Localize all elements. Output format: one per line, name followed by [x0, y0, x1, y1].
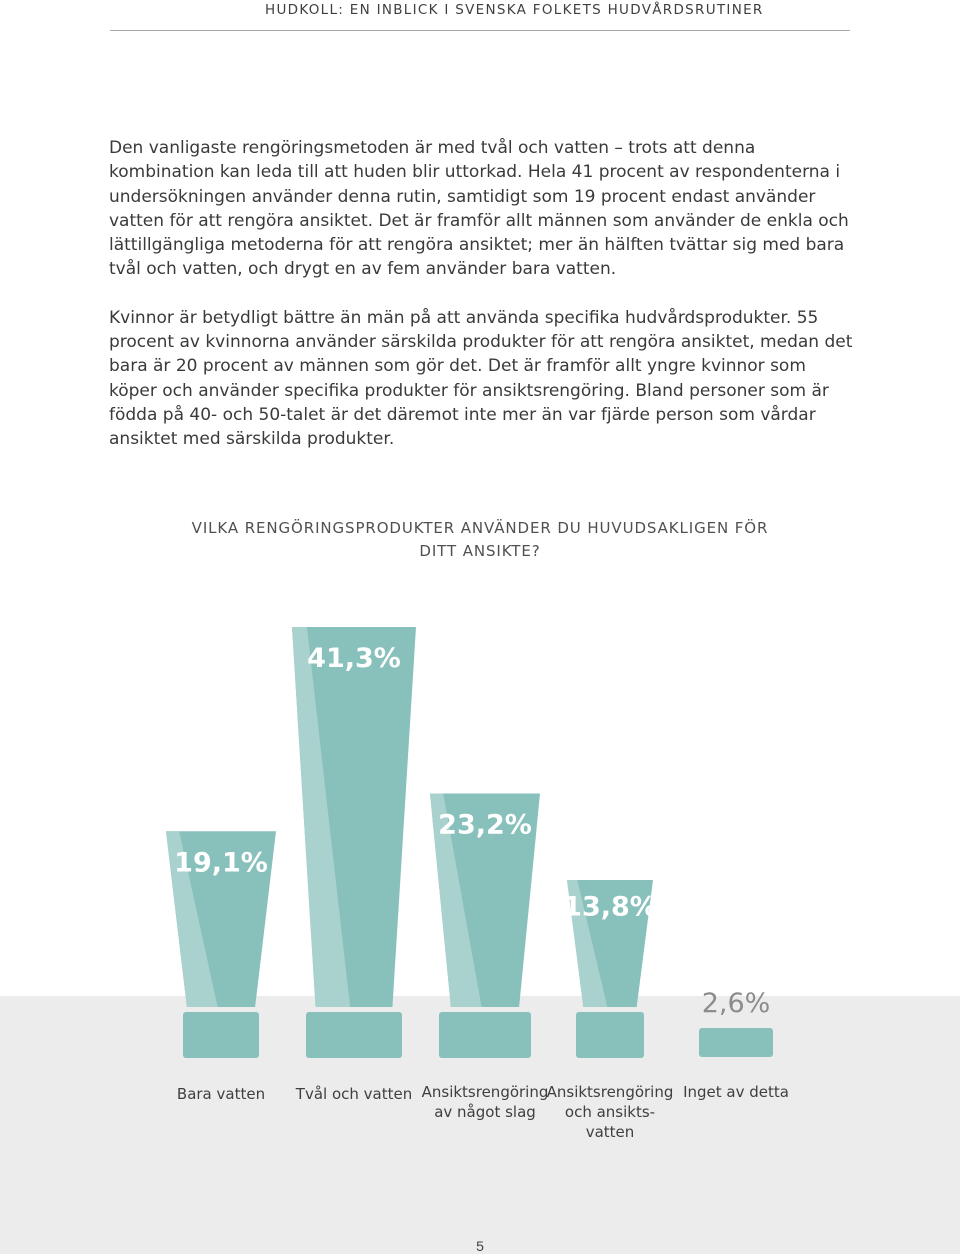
bar-cap — [439, 1012, 531, 1058]
bar-value-label: 41,3% — [307, 643, 401, 674]
category-label-line: och ansikts- — [564, 1103, 656, 1121]
bar-3 — [430, 794, 540, 1058]
bar-value-label: 13,8% — [563, 891, 657, 923]
bar-cap — [183, 1012, 259, 1058]
category-label-line: vatten — [585, 1123, 635, 1141]
category-label-line: Ansiktsrengöring — [546, 1083, 674, 1101]
bar-value-label: 23,2% — [438, 809, 532, 841]
bar-4 — [563, 880, 657, 1058]
body-paragraph-2: Kvinnor är betydligt bättre än män på att använda specifika hudvårdsprodukter. 55 procent av kvinnorna använder särskilda produkter för att rengöra ansiktet, medan det bara är 20 procent av männen som gör det. Det är framför allt yngre kvinnor som köper och använder specifika produkter för ansiktsrengöring. Bland personer som är födda på 40- och 50-talet är det däremot inte mer än var fjärde person som vårdar ansiktet med särskilda produkter. — [109, 307, 853, 450]
bar-cap — [699, 1028, 773, 1057]
body-paragraph-1: Den vanligaste rengöringsmetoden är med tvål och vatten – trots att denna kombination kan leda till att huden blir uttorkad. Hela 41 procent av respondenterna i undersökningen använder denna rutin, samtidigt som 19 procent endast använder vatten för att rengöra ansiktet. Det är framför allt männen som använder de enkla och lättillgängliga metoderna för att rengöra ansiktet; mer än hälften tvättar sig med bara tvål och vatten, och drygt en av fem använder bara vatten. — [109, 138, 849, 280]
category-label-line: Ansiktsrengöring — [421, 1083, 549, 1101]
bar-1 — [166, 831, 276, 1058]
category-label — [540, 1082, 680, 1142]
bar-value-label: 19,1% — [174, 847, 268, 879]
category-label — [151, 1084, 291, 1104]
bar-cap — [576, 1012, 644, 1058]
category-label-line: av något slag — [434, 1103, 536, 1121]
bar-2 — [292, 627, 416, 1058]
page-number: 5 — [476, 1238, 484, 1254]
chart-title: VILKA RENGÖRINGSPRODUKTER ANVÄNDER DU HUVUDSAKLIGEN FÖR DITT ANSIKTE? — [191, 519, 769, 560]
category-label — [666, 1082, 806, 1102]
category-label-line: Tvål och vatten — [295, 1085, 413, 1103]
bar-value-label: 2,6% — [701, 988, 771, 1019]
bar-5 — [699, 988, 773, 1057]
category-label — [284, 1084, 424, 1104]
bar-cap — [306, 1012, 402, 1058]
running-title: HUDKOLL: EN INBLICK I SVENSKA FOLKETS HUDVÅRDSRUTINER — [265, 2, 764, 18]
category-label-line: Bara vatten — [176, 1085, 266, 1103]
category-label-line: Inget av detta — [683, 1083, 789, 1101]
category-label — [415, 1082, 555, 1122]
